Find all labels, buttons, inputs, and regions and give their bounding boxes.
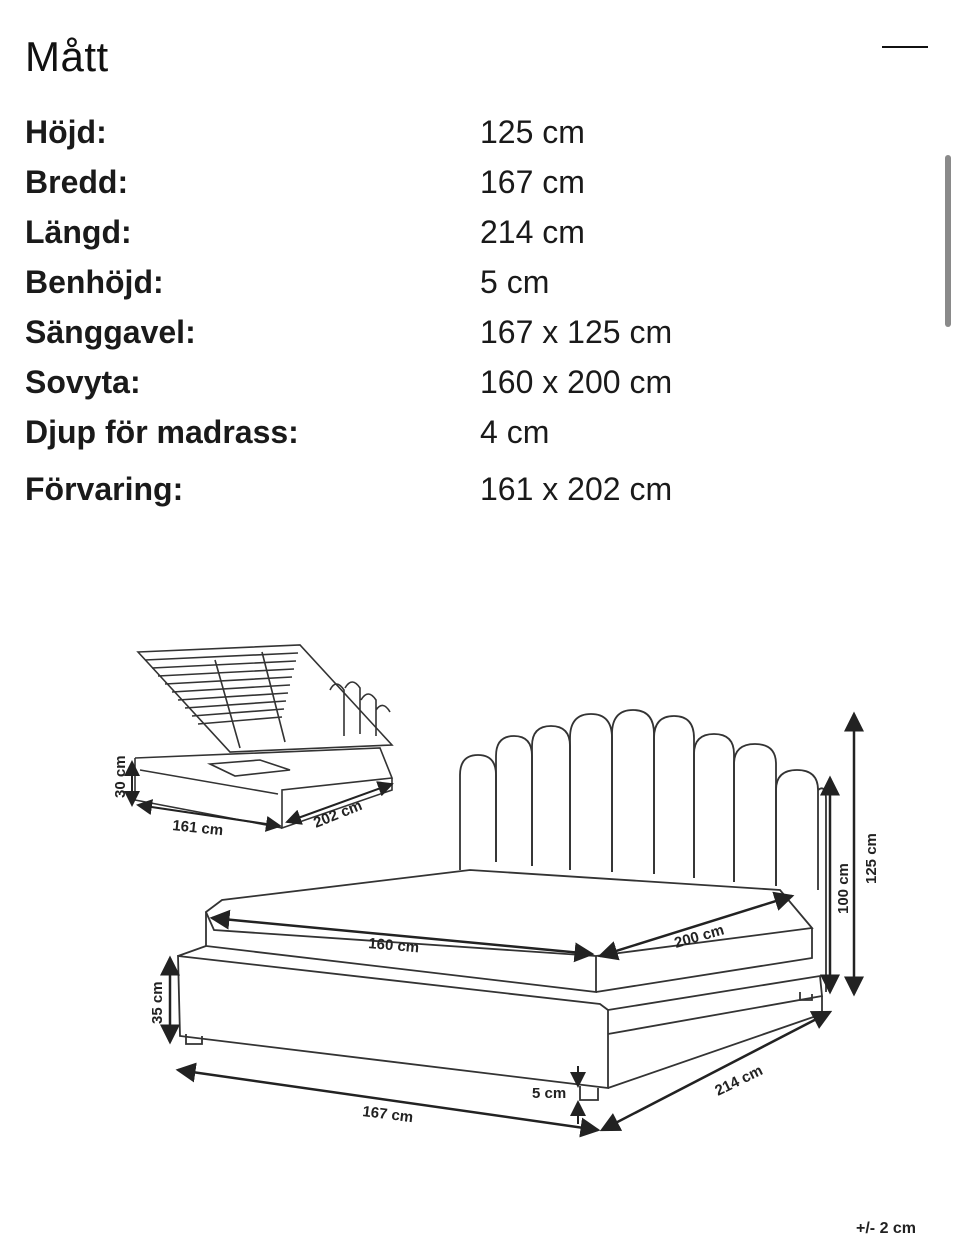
spec-label: Längd: — [25, 214, 132, 250]
spec-row-storage — [25, 471, 885, 511]
frame-height-label: 35 cm — [149, 981, 166, 1024]
tolerance-note: +/- 2 cm — [856, 1220, 917, 1237]
mattress-width-dimension — [212, 918, 592, 956]
mattress-length-label: 200 cm — [672, 921, 727, 952]
storage-height-label: 30 cm — [112, 755, 129, 798]
storage-height-dimension — [112, 755, 132, 805]
spec-label: Sovyta: — [25, 364, 141, 400]
page-title: Mått — [25, 33, 109, 80]
spec-label: Bredd: — [25, 164, 129, 200]
mattress-length-dimension — [600, 896, 792, 956]
storage-width-dimension — [138, 805, 280, 839]
spec-value: 4 cm — [480, 414, 550, 450]
headboard-total-height-dimension — [854, 714, 880, 994]
spec-row-sleeping-area — [25, 364, 885, 404]
storage-width-label: 161 cm — [171, 817, 224, 840]
frame-height-dimension — [149, 958, 170, 1042]
spec-label: Djup för madrass: — [25, 414, 299, 450]
spec-value: 161 x 202 cm — [480, 471, 673, 507]
spec-value: 214 cm — [480, 214, 585, 250]
spec-value: 160 x 200 cm — [480, 364, 673, 400]
bed-illustration — [178, 710, 826, 1100]
spec-label: Förvaring: — [25, 471, 184, 507]
total-length-label: 214 cm — [712, 1062, 766, 1100]
minus-icon[interactable] — [882, 46, 928, 48]
spec-value: 125 cm — [480, 114, 585, 150]
leg-height-dimension — [532, 1066, 578, 1124]
storage-length-label: 202 cm — [311, 796, 365, 832]
spec-row-height — [25, 114, 885, 154]
storage-length-dimension — [287, 784, 392, 832]
leg-height-label: 5 cm — [532, 1085, 567, 1102]
spec-row-width — [25, 164, 885, 204]
spec-label: Höjd: — [25, 114, 107, 150]
spec-value: 5 cm — [480, 264, 550, 300]
scrollbar[interactable] — [945, 155, 951, 327]
headboard-inner-height-label: 100 cm — [835, 863, 852, 914]
total-width-label: 167 cm — [361, 1103, 415, 1127]
spec-label: Benhöjd: — [25, 264, 164, 300]
mattress-width-label: 160 cm — [367, 935, 420, 957]
spec-value: 167 cm — [480, 164, 585, 200]
spec-label: Sänggavel: — [25, 314, 196, 350]
spec-row-length — [25, 214, 885, 254]
spec-row-headboard — [25, 314, 885, 354]
spec-row-leg-height — [25, 264, 885, 304]
bed-dimension-diagram — [0, 620, 960, 1247]
spec-value: 167 x 125 cm — [480, 314, 673, 350]
headboard-total-height-label: 125 cm — [863, 833, 880, 884]
headboard-inner-height-dimension — [830, 778, 852, 992]
spec-row-mattress-depth — [25, 414, 885, 454]
